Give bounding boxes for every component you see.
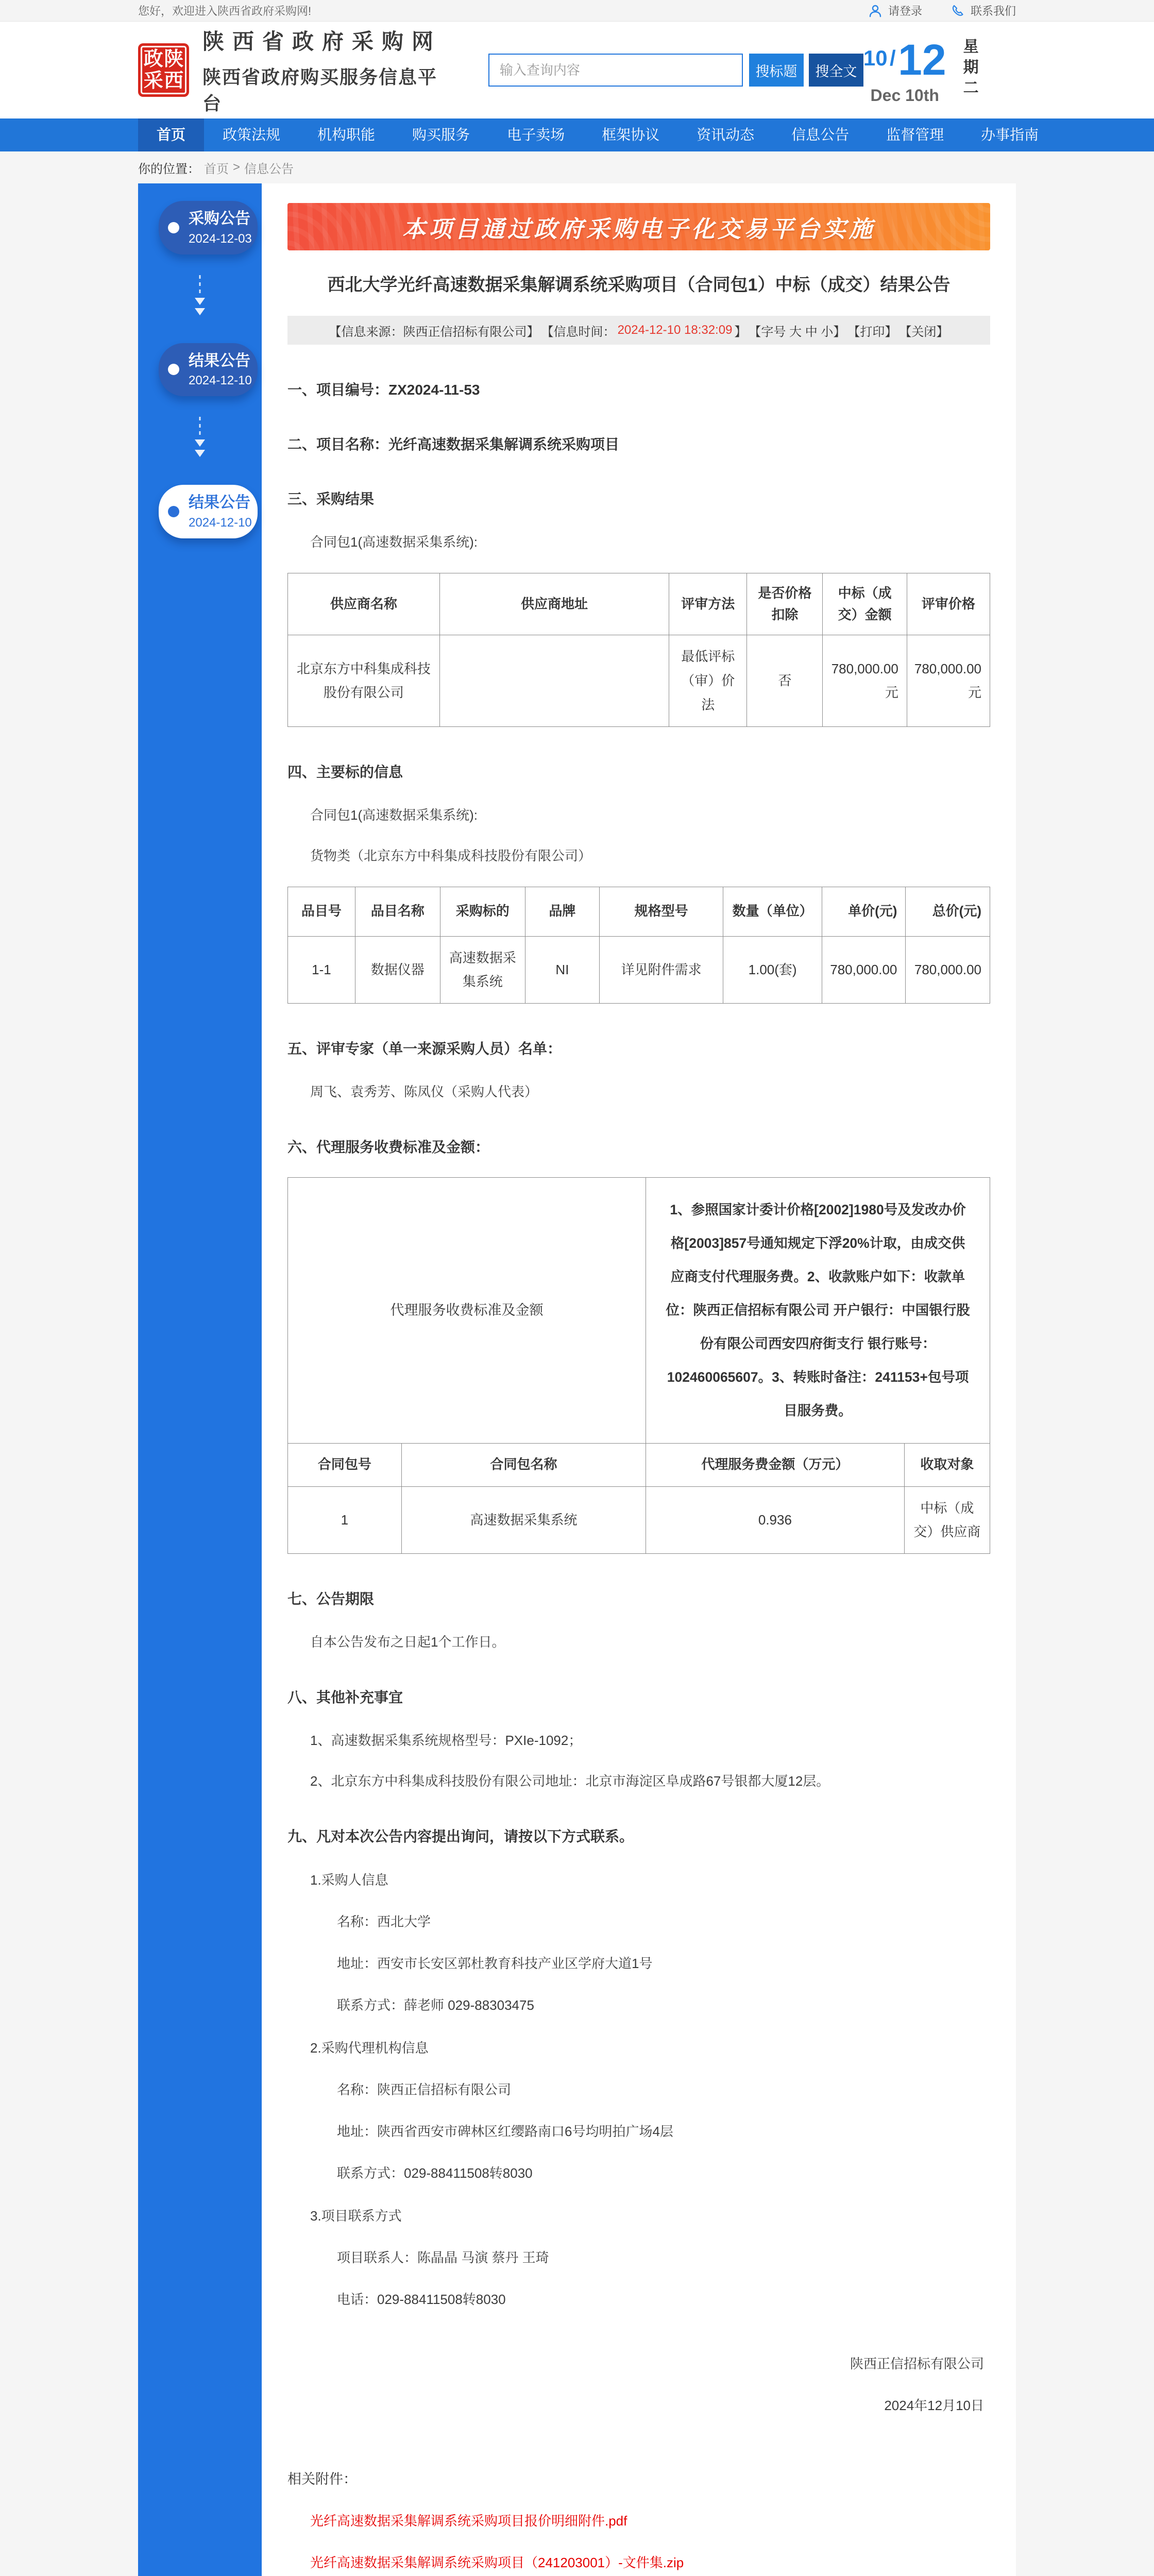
arrow-down-icon	[193, 274, 207, 324]
meta-source: 【信息来源：陕西正信招标有限公司】	[329, 325, 539, 339]
breadcrumb: 你的位置： 首页 > 信息公告	[138, 151, 1016, 183]
site-name: 陕西省政府采购网	[202, 29, 442, 54]
fee-description: 1、参照国家计委计价格[2002]1980号及发改办价格[2003]857号通知规定下浮20%计取，由成交供应商支付代理服务费。2、收款账户如下：收款单位：陕西正信招标有限公司 开户银行：中国银行股份有限公司西安四府街支行 银行账号：102460065607。3、转账时备注：241153+包号项目服务费。	[646, 1178, 990, 1443]
step-dot	[168, 222, 179, 233]
font-size-control[interactable]: 【字号 大 中 小】	[749, 325, 846, 339]
article-meta-bar: 【信息来源：陕西正信招标有限公司】 【信息时间： 2024-12-10 18:32:09 】 【字号 大 中 小】 【打印】 【关闭】	[287, 316, 990, 345]
section-7-heading: 七、公告期限	[287, 1591, 375, 1607]
contact-link[interactable]	[951, 3, 1016, 19]
article-title: 西北大学光纤高速数据采集解调系统采购项目（合同包1）中标（成交）结果公告	[327, 275, 951, 295]
table-header-row: 合同包号 合同包名称 代理服务费金额（万元） 收取对象	[288, 1443, 990, 1486]
section-1-heading: 一、项目编号：ZX2024-11-53	[287, 382, 480, 398]
section-2-heading: 二、项目名称：光纤高速数据采集解调系统采购项目	[287, 436, 620, 452]
contact-label: 联系我们	[970, 5, 1016, 18]
platform-banner: 本项目通过政府采购电子化交易平台实施	[287, 203, 990, 250]
date-day: 12	[898, 36, 946, 84]
site-logo[interactable]: 政 陕 采 西	[138, 43, 189, 97]
contact-line: 电话：029-88411508转8030	[337, 2292, 506, 2308]
date-widget: 10 / 12 Dec 10th 星期二	[863, 35, 1016, 105]
experts-list: 周飞、袁秀芳、陈凤仪（采购人代表）	[310, 1084, 538, 1100]
attachment-zip-link[interactable]: 光纤高速数据采集解调系统采购项目（241203001）-文件集.zip	[310, 2555, 684, 2571]
weekday-label: 星期二	[960, 38, 978, 100]
supplement-line: 2、北京东方中科集成科技股份有限公司地址：北京市海淀区阜成路67号银都大厦12层。	[310, 1773, 830, 1789]
nav-item-guide[interactable]: 办事指南	[981, 127, 1039, 143]
category-note: 货物类（北京东方中科集成科技股份有限公司）	[310, 848, 592, 863]
section-8-heading: 八、其他补充事宜	[287, 1689, 403, 1706]
purchaser-info-title: 1.采购人信息	[310, 1872, 388, 1888]
step-dot	[168, 364, 179, 375]
nav-item-announcements[interactable]: 信息公告	[791, 127, 850, 143]
contact-line: 项目联系人：陈晶晶 马演 蔡丹 王琦	[337, 2250, 549, 2266]
table-header-row: 品目号 品目名称 采购标的 品牌 规格型号 数量（单位） 单价(元) 总价(元)	[288, 887, 990, 936]
contact-line: 联系方式：薛老师 029-88303475	[337, 1997, 534, 2013]
contact-line: 地址：西安市长安区郭杜教育科技产业区学府大道1号	[337, 1956, 653, 1972]
site-header	[0, 22, 1154, 118]
meta-time: 2024-12-10 18:32:09	[617, 323, 733, 337]
attachment-pdf-link[interactable]: 光纤高速数据采集解调系统采购项目报价明细附件.pdf	[310, 2513, 627, 2529]
arrow-down-icon	[193, 416, 207, 465]
nav-item-framework[interactable]: 框架协议	[602, 127, 660, 143]
close-button[interactable]: 【关闭】	[899, 325, 949, 339]
site-subtitle: 陕西省政府购买服务信息平台	[202, 66, 438, 114]
search-title-button[interactable]: 搜标题	[749, 54, 804, 87]
print-button[interactable]: 【打印】	[847, 325, 897, 339]
agency-info-title: 2.采购代理机构信息	[310, 2040, 429, 2056]
section-5-heading: 五、评审专家（单一来源采购人员）名单：	[287, 1041, 562, 1057]
section-4-heading: 四、主要标的信息	[287, 764, 403, 780]
timeline-step-result-notice-2[interactable]: 结果公告 2024-12-10	[159, 485, 258, 538]
signature-date: 2024年12月10日	[884, 2398, 984, 2414]
nav-item-supervision[interactable]: 监督管理	[886, 127, 944, 143]
agency-fee-table	[287, 1177, 990, 1554]
nav-item-home[interactable]: 首页	[138, 118, 204, 151]
search-box	[488, 54, 863, 87]
nav-item-functions[interactable]: 机构职能	[317, 127, 376, 143]
step-dot	[168, 506, 179, 517]
items-table	[287, 887, 990, 1004]
main-nav	[0, 118, 1154, 151]
contact-line: 地址：陕西省西安市碑林区红缨路南口6号均明拍广场4层	[337, 2124, 673, 2140]
search-input[interactable]	[488, 54, 743, 87]
phone-icon	[951, 4, 964, 18]
breadcrumb-current: 信息公告	[244, 162, 294, 176]
timeline-step-purchase-notice[interactable]: 采购公告 2024-12-03	[159, 201, 258, 255]
table-header-row: 供应商名称 供应商地址 评审方法 是否价格扣除 中标（成交）金额 评审价格	[288, 573, 990, 635]
attachments-section	[287, 2468, 990, 2571]
contact-line: 名称：陕西正信招标有限公司	[337, 2082, 512, 2098]
contact-line: 联系方式：029-88411508转8030	[337, 2165, 533, 2181]
contact-line: 名称：西北大学	[337, 1914, 431, 1930]
search-fulltext-button[interactable]: 搜全文	[809, 54, 863, 87]
nav-item-purchase-service[interactable]: 购买服务	[412, 127, 470, 143]
breadcrumb-home-link[interactable]: 首页	[204, 162, 229, 176]
article-content	[262, 183, 1016, 2576]
project-contact-title: 3.项目联系方式	[310, 2208, 402, 2224]
timeline-step-result-notice-1[interactable]: 结果公告 2024-12-10	[159, 343, 258, 397]
package-note: 合同包1(高速数据采集系统):	[310, 807, 478, 823]
section-6-heading: 六、代理服务收费标准及金额：	[287, 1139, 490, 1156]
timeline-sidebar	[138, 183, 262, 2576]
login-label: 请登录	[888, 5, 922, 18]
section-9-heading: 九、凡对本次公告内容提出询问，请按以下方式联系。	[287, 1828, 634, 1845]
package-note: 合同包1(高速数据采集系统):	[310, 534, 478, 550]
user-icon	[869, 4, 882, 18]
attachments-label: 相关附件：	[287, 2471, 357, 2487]
table-row: 北京东方中科集成科技股份有限公司 最低评标（审）价法 否 780,000.00元 780,000.00元	[288, 635, 990, 726]
breadcrumb-prefix: 你的位置：	[138, 162, 200, 176]
nav-item-policy[interactable]: 政策法规	[223, 127, 281, 143]
supplier-result-table	[287, 573, 990, 727]
signature-company: 陕西正信招标有限公司	[850, 2356, 984, 2372]
nav-item-e-market[interactable]: 电子卖场	[507, 127, 565, 143]
supplement-line: 1、高速数据采集系统规格型号：PXIe-1092；	[310, 1733, 582, 1749]
login-link[interactable]	[869, 3, 922, 19]
date-month: 10	[863, 46, 888, 70]
date-english: Dec 10th	[870, 86, 939, 105]
topbar	[0, 0, 1154, 22]
signature-block	[287, 2353, 990, 2414]
nav-item-news[interactable]: 资讯动态	[697, 127, 755, 143]
section-3-heading: 三、采购结果	[287, 491, 375, 507]
welcome-text: 您好，欢迎进入陕西省政府采购网!	[138, 5, 312, 18]
table-row: 1 高速数据采集系统 0.936 中标（成交）供应商	[288, 1486, 990, 1554]
table-row: 代理服务收费标准及金额 1、参照国家计委计价格[2002]1980号及发改办价格[2003]857号通知规定下浮20%计取，由成交供应商支付代理服务费。2、收款账户如下：收款单位：陕西正信招标有限公司 开户银行：中国银行股份有限公司西安四府街支行 银行账号：102460065607。3、转账时备注：241153+包号项目服务费。	[288, 1178, 990, 1443]
notice-period: 自本公告发布之日起1个工作日。	[310, 1634, 505, 1650]
table-row: 1-1 数据仪器 高速数据采集系统 NI 详见附件需求 1.00(套) 780,000.00 780,000.00	[288, 936, 990, 1004]
